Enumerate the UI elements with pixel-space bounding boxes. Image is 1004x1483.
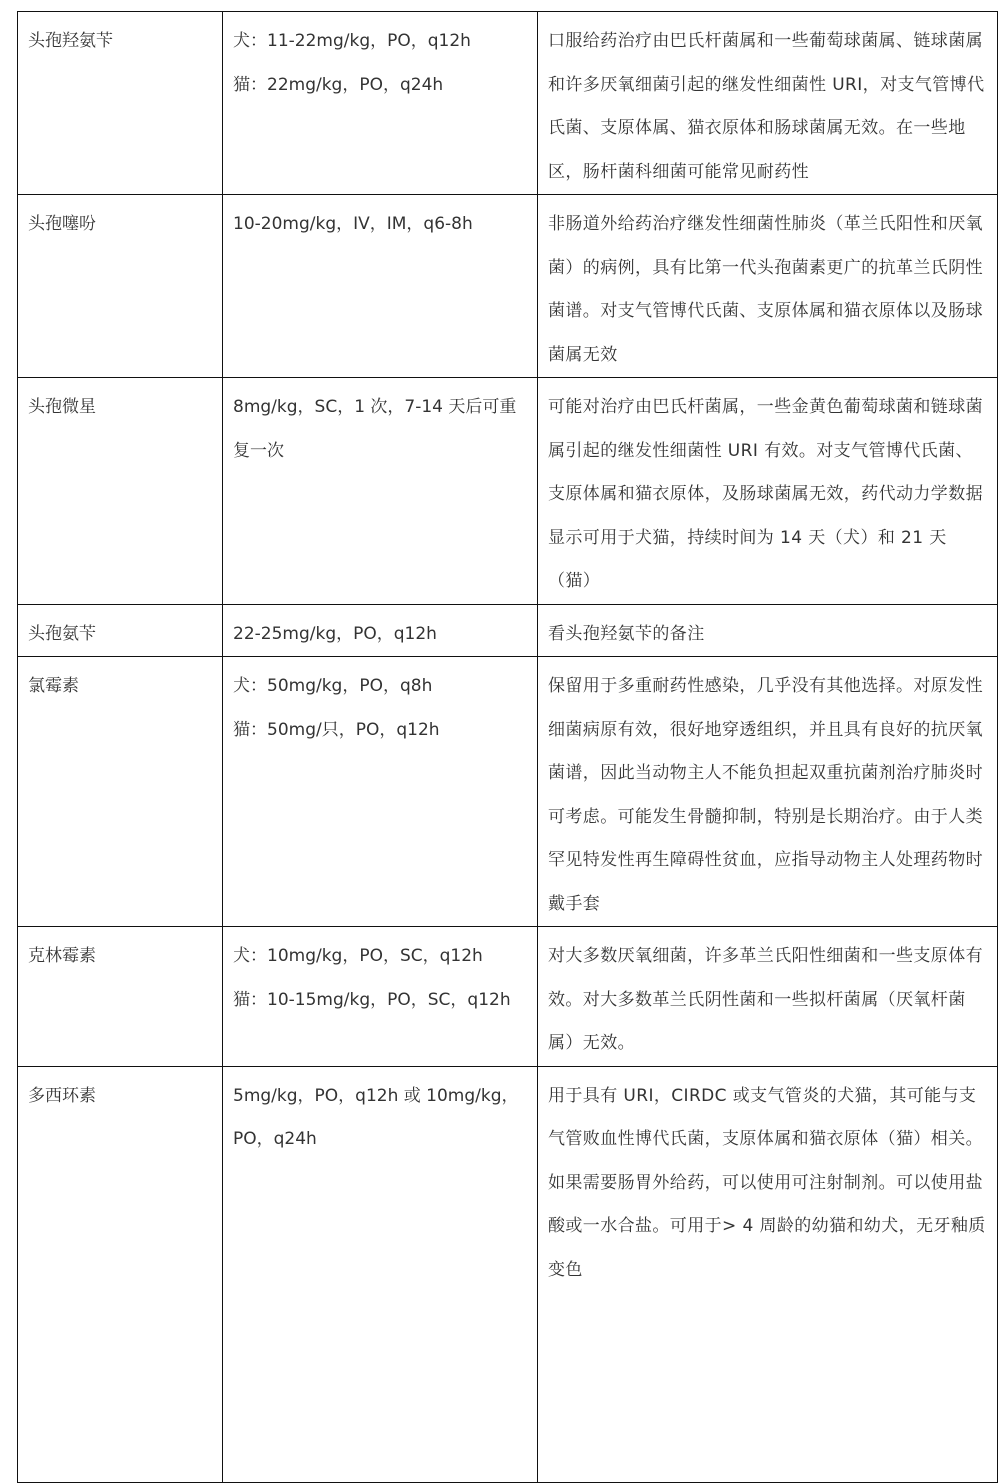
dose-cell (223, 604, 538, 657)
notes-cell: 用于具有 URI，CIRDC 或支气管炎的犬猫，其可能与支气管败血性博代氏菌，支原体属和猫衣原体（猫）相关。如果需要肠胃外给药，可以使用可注射制剂。可以使用盐酸或一水合盐。可用于> 4 周龄的幼猫和幼犬，无牙釉质变色 (538, 1066, 998, 1482)
dose-cell (223, 1066, 538, 1482)
dose-cell (223, 195, 538, 378)
table-row (18, 195, 998, 378)
drug-name-cell: 头孢羟氨苄 (18, 12, 223, 195)
notes-cell: 口服给药治疗由巴氏杆菌属和一些葡萄球菌属、链球菌属和许多厌氧细菌引起的继发性细菌性 URI，对支气管博代氏菌、支原体属、猫衣原体和肠球菌属无效。在一些地区，肠杆菌科细菌可能常见耐药性 (538, 12, 998, 195)
drug-name-cell: 头孢噻吩 (18, 195, 223, 378)
notes-cell: 非肠道外给药治疗继发性细菌性肺炎（革兰氏阳性和厌氧菌）的病例，具有比第一代头孢菌素更广的抗革兰氏阴性菌谱。对支气管博代氏菌、支原体属和猫衣原体以及肠球菌属无效 (538, 195, 998, 378)
notes-cell: 保留用于多重耐药性感染，几乎没有其他选择。对原发性细菌病原有效，很好地穿透组织，并且具有良好的抗厌氧菌谱，因此当动物主人不能负担起双重抗菌剂治疗肺炎时可考虑。可能发生骨髓抑制，特别是长期治疗。由于人类罕见特发性再生障碍性贫血，应指导动物主人处理药物时戴手套 (538, 657, 998, 927)
notes-cell: 看头孢羟氨苄的备注 (538, 604, 998, 657)
dose-line: 22-25mg/kg，PO，q12h (233, 623, 437, 644)
dose-line: 猫：50mg/只，PO，q12h (233, 719, 440, 740)
drug-name-cell: 克林霉素 (18, 927, 223, 1067)
notes-cell: 对大多数厌氧细菌，许多革兰氏阳性细菌和一些支原体有效。对大多数革兰氏阴性菌和一些拟杆菌属（厌氧杆菌属）无效。 (538, 927, 998, 1067)
notes-cell: 可能对治疗由巴氏杆菌属，一些金黄色葡萄球菌和链球菌属引起的继发性细菌性 URI 有效。对支气管博代氏菌、支原体属和猫衣原体，及肠球菌属无效，药代动力学数据显示可用于犬猫，持续时间为 14 天（犬）和 21 天（猫） (538, 378, 998, 605)
table-row (18, 1066, 998, 1482)
dose-line: 犬：11-22mg/kg，PO，q12h (233, 31, 471, 51)
dose-cell (223, 378, 538, 605)
drug-name-cell: 头孢氨苄 (18, 604, 223, 657)
table-row (18, 657, 998, 927)
drug-name-cell: 氯霉素 (18, 657, 223, 927)
dose-cell (223, 927, 538, 1067)
dose-line: 猫：10-15mg/kg，PO，SC，q12h (233, 989, 511, 1010)
dose-line: 10-20mg/kg，IV，IM，q6-8h (233, 214, 473, 234)
dose-line: 5mg/kg，PO，q12h 或 10mg/kg，PO，q24h (233, 1085, 519, 1149)
table-row (18, 12, 998, 195)
dose-line: 猫：22mg/kg，PO，q24h (233, 74, 444, 95)
dose-cell (223, 12, 538, 195)
dose-line: 犬：10mg/kg，PO，SC，q12h (233, 946, 483, 966)
table-row (18, 927, 998, 1067)
table-row (18, 604, 998, 657)
antibiotic-dosage-table (17, 11, 998, 1483)
table-body (18, 12, 998, 1483)
dose-line: 犬：50mg/kg，PO，q8h (233, 676, 433, 696)
drug-name-cell: 头孢微星 (18, 378, 223, 605)
dose-cell (223, 657, 538, 927)
table-row (18, 378, 998, 605)
dose-line: 8mg/kg，SC，1 次，7-14 天后可重复一次 (233, 397, 517, 461)
drug-name-cell: 多西环素 (18, 1066, 223, 1482)
